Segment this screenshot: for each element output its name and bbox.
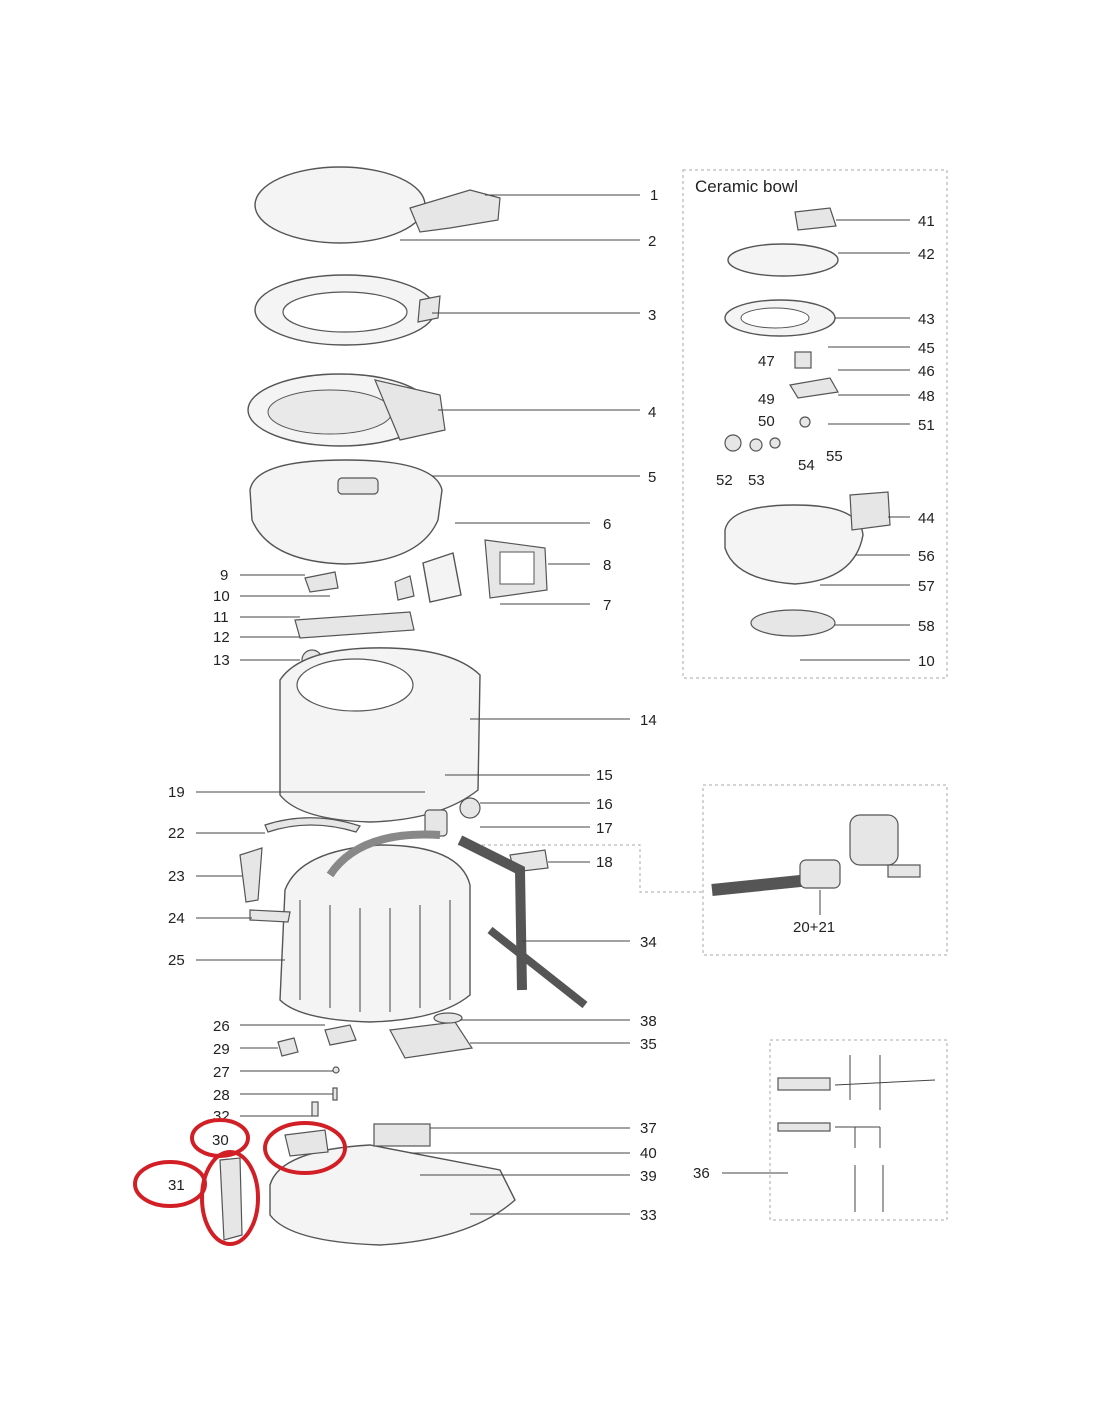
label-53: 53 bbox=[748, 472, 765, 489]
label-16: 16 bbox=[596, 796, 613, 813]
ceramic-bowl-title: Ceramic bowl bbox=[695, 177, 798, 196]
label-54: 54 bbox=[798, 457, 815, 474]
label-12: 12 bbox=[213, 629, 230, 646]
label-29: 29 bbox=[213, 1041, 230, 1058]
label-35: 35 bbox=[640, 1036, 657, 1053]
label-50: 50 bbox=[758, 413, 775, 430]
label-42: 42 bbox=[918, 246, 935, 263]
label-3: 3 bbox=[648, 307, 657, 324]
label-22: 22 bbox=[168, 825, 185, 842]
label-19: 19 bbox=[168, 784, 185, 801]
label-32: 32 bbox=[213, 1108, 230, 1125]
label-8: 8 bbox=[603, 557, 612, 574]
label-ceramic-10: 10 bbox=[918, 653, 935, 670]
label-45: 45 bbox=[918, 340, 935, 357]
label-57: 57 bbox=[918, 578, 935, 595]
label-4: 4 bbox=[648, 404, 657, 421]
label-38: 38 bbox=[640, 1013, 657, 1030]
label-7: 7 bbox=[603, 597, 612, 614]
access-panel-part bbox=[423, 540, 547, 602]
label-51: 51 bbox=[918, 417, 935, 434]
seat-part bbox=[255, 275, 440, 345]
label-44: 44 bbox=[918, 510, 935, 527]
lid-part bbox=[255, 167, 500, 243]
label-39: 39 bbox=[640, 1168, 657, 1185]
bowl-part bbox=[248, 374, 445, 446]
upper-shell-part bbox=[250, 460, 442, 564]
wiring-inset-art bbox=[778, 1055, 935, 1212]
housing-part bbox=[280, 648, 480, 822]
label-15: 15 bbox=[596, 767, 613, 784]
label-48: 48 bbox=[918, 388, 935, 405]
label-43: 43 bbox=[918, 311, 935, 328]
label-2: 2 bbox=[648, 233, 657, 250]
label-47: 47 bbox=[758, 353, 775, 370]
label-28: 28 bbox=[213, 1087, 230, 1104]
label-36: 36 bbox=[693, 1165, 710, 1182]
label-31: 31 bbox=[168, 1177, 185, 1194]
label-56: 56 bbox=[918, 548, 935, 565]
label-34: 34 bbox=[640, 934, 657, 951]
label-55: 55 bbox=[826, 448, 843, 465]
label-33: 33 bbox=[640, 1207, 657, 1224]
hose-inset-art bbox=[712, 815, 920, 890]
label-24: 24 bbox=[168, 910, 185, 927]
label-46: 46 bbox=[918, 363, 935, 380]
ceramic-bowl-parts bbox=[725, 208, 890, 636]
label-11: 11 bbox=[213, 609, 229, 626]
label-58: 58 bbox=[918, 618, 935, 635]
label-23: 23 bbox=[168, 868, 185, 885]
label-40: 40 bbox=[640, 1145, 657, 1162]
label-9: 9 bbox=[220, 567, 229, 584]
label-13: 13 bbox=[213, 652, 230, 669]
label-26: 26 bbox=[213, 1018, 230, 1035]
label-20-21: 20+21 bbox=[793, 919, 836, 936]
label-6: 6 bbox=[603, 516, 612, 533]
label-41: 41 bbox=[918, 213, 935, 230]
label-25: 25 bbox=[168, 952, 185, 969]
label-49: 49 bbox=[758, 391, 775, 408]
label-5: 5 bbox=[648, 469, 657, 486]
label-10: 10 bbox=[213, 588, 230, 605]
label-52: 52 bbox=[716, 472, 733, 489]
label-37: 37 bbox=[640, 1120, 657, 1137]
label-30: 30 bbox=[212, 1132, 229, 1149]
label-18: 18 bbox=[596, 854, 613, 871]
label-17: 17 bbox=[596, 820, 613, 837]
label-14: 14 bbox=[640, 712, 657, 729]
label-27: 27 bbox=[213, 1064, 230, 1081]
label-1: 1 bbox=[650, 187, 659, 204]
